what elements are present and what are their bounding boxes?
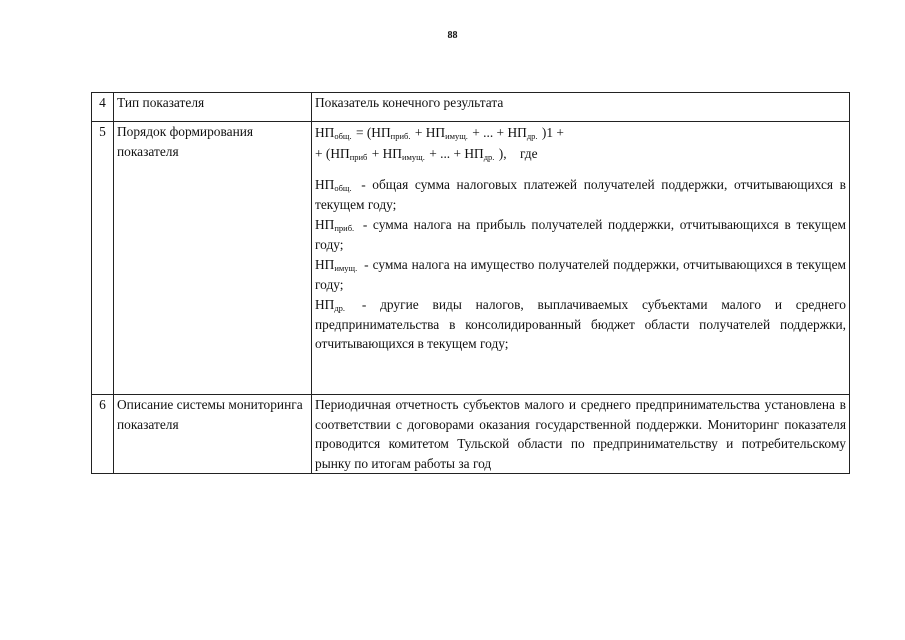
row-value: Периодичная отчетность субъектов малого и среднего предпринимательства установлена в соответствии с договорами оказания государственной поддержки. Мониторинг показателя проводится комитетом Тульской области по предпринимательству и потребительскому рынку по итогам работы за год bbox=[312, 395, 850, 474]
row-label: Тип показателя bbox=[114, 93, 312, 122]
table-row bbox=[92, 395, 850, 474]
definition: $НП_{имущ.}$ - сумма налога на имущество получателей поддержки, отчитывающихся в текущем году; bbox=[315, 257, 846, 292]
row-number: 4 bbox=[92, 93, 114, 122]
definition: $НП_{др.}$ - другие виды налогов, выплачиваемых субъектами малого и среднего предпринимательства в консолидированный бюджет области получателей поддержки, отчитывающихся в текущем году; bbox=[315, 297, 846, 351]
definition: $НП_{приб.}$ - сумма налога на прибыль получателей поддержки, отчитывающихся в текущем году; bbox=[315, 217, 846, 252]
table-row bbox=[92, 93, 850, 122]
indicator-table bbox=[91, 92, 850, 474]
row-value bbox=[312, 122, 850, 395]
formula bbox=[315, 122, 846, 164]
row-label: Описание системы мониторинга показателя bbox=[114, 395, 312, 474]
definition: $НП_{общ.}$ - общая сумма налоговых платежей получателей поддержки, отчитывающихся в текущем году; bbox=[315, 177, 846, 212]
row-value: Показатель конечного результата bbox=[312, 93, 850, 122]
table-row bbox=[92, 122, 850, 395]
formula-line-2: + ($НП_{приб} + НП_{имущ.}$ + ... + $НП_{др.}$ ), где bbox=[315, 146, 538, 162]
page-number: 88 bbox=[447, 30, 458, 41]
row-label: Порядок формирования показателя bbox=[114, 122, 312, 395]
formula-line-1: $НП_{общ.} = (НП_{приб.} + НП_{имущ.}$ + ... + $НП_{др.}$ )1 + bbox=[315, 125, 564, 141]
row-number: 6 bbox=[92, 395, 114, 474]
row-number: 5 bbox=[92, 122, 114, 395]
